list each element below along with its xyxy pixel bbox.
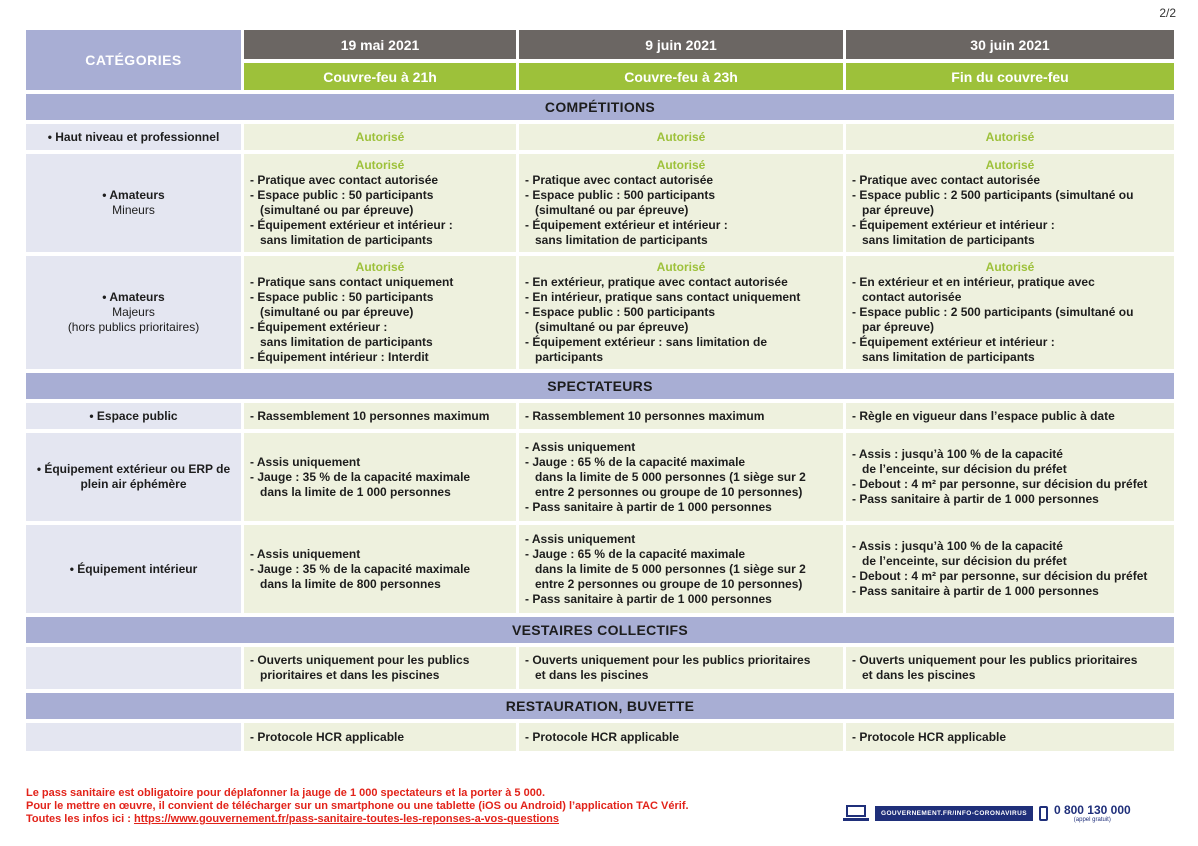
cell-mineurs-3	[843, 154, 1174, 252]
cell-line: - Pass sanitaire à partir de 1 000 personnes	[852, 584, 1099, 598]
cell-line: (simultané ou par épreuve)	[260, 305, 414, 319]
info-link[interactable]: https://www.gouvernement.fr/pass-sanitaire-toutes-les-reponses-a-vos-questions	[133, 813, 559, 825]
row-label-amateurs: • Amateurs	[102, 290, 165, 304]
cell-line: - Assis : jusqu’à 100 % de la capacité	[852, 447, 1063, 461]
cell-int-3	[843, 525, 1174, 613]
cell-line: - Équipement extérieur et intérieur :	[250, 218, 453, 232]
phone-number: 0 800 130 000	[1053, 803, 1131, 817]
cell-line: - Assis : jusqu’à 100 % de la capacité	[852, 539, 1063, 553]
cell-line: - Espace public : 2 500 participants (simultané ou	[852, 305, 1134, 319]
row-label-amateurs: • Amateurs	[102, 188, 165, 202]
cell-line: - Jauge : 35 % de la capacité maximale	[250, 561, 471, 576]
cell-line: - Espace public : 2 500 participants (simultané ou	[852, 188, 1134, 202]
cell-line: - En extérieur et en intérieur, pratique avec	[852, 275, 1095, 289]
page-number: 2/2	[1159, 6, 1176, 20]
cell-line: par épreuve)	[862, 320, 935, 334]
cell-line: - Pratique avec contact autorisée	[250, 173, 439, 187]
status-badge: Autorisé	[656, 260, 706, 274]
cell-line: - Pass sanitaire à partir de 1 000 personnes	[852, 492, 1099, 506]
row-label-vestiaires	[26, 647, 241, 689]
cell-line: dans la limite de 1 000 personnes	[260, 484, 451, 499]
cell-line: - Équipement intérieur : Interdit	[250, 350, 429, 364]
status-badge: Autorisé	[985, 260, 1035, 274]
cell-line: (simultané ou par épreuve)	[535, 320, 689, 334]
cell-line: - En extérieur, pratique avec contact autorisée	[525, 275, 788, 289]
cell-line: sans limitation de participants	[862, 350, 1035, 364]
cell-line: - Assis uniquement	[250, 454, 361, 469]
cell-line: - Assis uniquement	[250, 546, 361, 561]
table-row-amateurs-mineurs	[26, 154, 1174, 252]
cell-line: - Équipement extérieur :	[250, 320, 388, 334]
section-vestiaires: VESTAIRES COLLECTIFS	[26, 617, 1174, 643]
cell-espace-public-3: - Règle en vigueur dans l’espace public à date	[843, 403, 1174, 429]
status-badge: Autorisé	[985, 129, 1035, 144]
footer-notes	[26, 787, 689, 826]
rules-table	[26, 26, 1174, 755]
phone-icon	[1039, 806, 1048, 821]
cell-espace-public-2: - Rassemblement 10 personnes maximum	[516, 403, 843, 429]
table-row-haut-niveau	[26, 124, 1174, 150]
cell-ext-1	[241, 433, 516, 521]
phone-sub: (appel gratuit)	[1073, 817, 1111, 823]
cell-line: - Jauge : 35 % de la capacité maximale	[250, 469, 471, 484]
cell-majeurs-3	[843, 256, 1174, 369]
cell-mineurs-1	[241, 154, 516, 252]
row-label-restauration	[26, 723, 241, 751]
section-competitions: COMPÉTITIONS	[26, 94, 1174, 120]
cell-line: entre 2 personnes ou groupe de 10 personnes)	[535, 576, 803, 591]
section-spectateurs: SPECTATEURS	[26, 373, 1174, 399]
gov-info-label: GOUVERNEMENT.FR/INFO-CORONAVIRUS	[875, 806, 1033, 821]
cell-line: - Équipement extérieur et intérieur :	[852, 335, 1055, 349]
cell-ext-2	[516, 433, 843, 521]
cell-line: participants	[535, 350, 604, 364]
cell-int-2	[516, 525, 843, 613]
cell-line: - Pratique sans contact uniquement	[250, 275, 454, 289]
footer-line-3	[26, 813, 689, 826]
row-label-espace-public: • Espace public	[89, 408, 178, 423]
cell-int-1	[241, 525, 516, 613]
status-badge: Autorisé	[355, 129, 405, 144]
row-label-haut-niveau: • Haut niveau et professionnel	[47, 129, 220, 144]
cell-line: - Ouverts uniquement pour les publics prioritaires	[525, 653, 811, 667]
row-label-equipement-interieur: • Équipement intérieur	[69, 561, 198, 576]
status-badge: Autorisé	[656, 129, 706, 144]
hotline	[1054, 803, 1131, 823]
cell-line: - Espace public : 50 participants	[250, 188, 434, 202]
cell-line: sans limitation de participants	[260, 335, 433, 349]
cell-line: et dans les piscines	[862, 668, 976, 682]
cell-line: - Espace public : 500 participants	[525, 305, 716, 319]
cell-line: - Équipement extérieur et intérieur :	[525, 218, 728, 232]
table-row-vestiaires	[26, 647, 1174, 689]
cell-line: - Debout : 4 m² par personne, sur décision du préfet	[852, 569, 1148, 583]
cell-line: par épreuve)	[862, 203, 935, 217]
cell-line: - Pass sanitaire à partir de 1 000 personnes	[525, 591, 772, 606]
curfew-header-2: Couvre-feu à 23h	[516, 63, 843, 90]
cell-line: - Équipement extérieur et intérieur :	[852, 218, 1055, 232]
cell-ext-3	[843, 433, 1174, 521]
cell-line: - Ouverts uniquement pour les publics prioritaires	[852, 653, 1138, 667]
table-row-equipement-exterieur	[26, 433, 1174, 521]
cell-line: - Équipement extérieur : sans limitation de	[525, 335, 768, 349]
curfew-header-3: Fin du couvre-feu	[843, 63, 1174, 90]
date-header-3: 30 juin 2021	[843, 30, 1174, 59]
cell-line: - Assis uniquement	[525, 531, 636, 546]
cell-vest-2	[516, 647, 843, 689]
row-sublabel-hors-prioritaires: (hors publics prioritaires)	[67, 320, 200, 334]
cell-line: - Jauge : 65 % de la capacité maximale	[525, 454, 746, 469]
cell-line: - Jauge : 65 % de la capacité maximale	[525, 546, 746, 561]
status-badge: Autorisé	[656, 158, 706, 172]
date-header-2: 9 juin 2021	[516, 30, 843, 59]
cell-line: (simultané ou par épreuve)	[535, 203, 689, 217]
cell-line: de l’enceinte, sur décision du préfet	[862, 462, 1067, 476]
cell-line: - Espace public : 50 participants	[250, 290, 434, 304]
cell-line: dans la limite de 800 personnes	[260, 576, 441, 591]
cell-line: sans limitation de participants	[862, 233, 1035, 247]
cell-line: - Assis uniquement	[525, 439, 636, 454]
table-row-equipement-interieur	[26, 525, 1174, 613]
cell-line: de l’enceinte, sur décision du préfet	[862, 554, 1067, 568]
date-header-1: 19 mai 2021	[241, 30, 516, 59]
cell-line: contact autorisée	[862, 290, 962, 304]
cell-line: - En intérieur, pratique sans contact uniquement	[525, 290, 801, 304]
cell-line: prioritaires et dans les piscines	[260, 668, 440, 682]
cell-line: - Pratique avec contact autorisée	[852, 173, 1041, 187]
cell-resto-3: - Protocole HCR applicable	[843, 723, 1174, 751]
table-row-restauration	[26, 723, 1174, 751]
cell-resto-2: - Protocole HCR applicable	[516, 723, 843, 751]
status-badge: Autorisé	[355, 158, 405, 172]
cell-line: - Pass sanitaire à partir de 1 000 personnes	[525, 499, 772, 514]
section-restauration: RESTAURATION, BUVETTE	[26, 693, 1174, 719]
cell-espace-public-1: - Rassemblement 10 personnes maximum	[241, 403, 516, 429]
table-row-amateurs-majeurs	[26, 256, 1174, 369]
curfew-header-1: Couvre-feu à 21h	[241, 63, 516, 90]
footer-line-2: Pour le mettre en œuvre, il convient de télécharger sur un smartphone ou une tablette (iOS ou Android) l’application TAC Vérif.	[26, 800, 689, 812]
header-dates-row	[26, 30, 1174, 59]
logo-area	[843, 803, 1131, 823]
cell-vest-1	[241, 647, 516, 689]
cell-line: - Pratique avec contact autorisée	[525, 173, 714, 187]
cell-line: - Espace public : 500 participants	[525, 188, 716, 202]
cell-line: sans limitation de participants	[260, 233, 433, 247]
row-label-equipement-exterieur: • Équipement extérieur ou ERP de plein air éphémère	[36, 462, 231, 491]
table-row-espace-public	[26, 403, 1174, 429]
cell-line: entre 2 personnes ou groupe de 10 personnes)	[535, 484, 803, 499]
cell-line: (simultané ou par épreuve)	[260, 203, 414, 217]
cell-line: sans limitation de participants	[535, 233, 708, 247]
cell-vest-3	[843, 647, 1174, 689]
row-sublabel-majeurs: Majeurs	[112, 305, 155, 319]
status-badge: Autorisé	[985, 158, 1035, 172]
cell-majeurs-2	[516, 256, 843, 369]
footer-line-1: Le pass sanitaire est obligatoire pour déplafonner la jauge de 1 000 spectateurs et la porter à 5 000.	[26, 787, 546, 799]
cell-mineurs-2	[516, 154, 843, 252]
cell-line: dans la limite de 5 000 personnes (1 siège sur 2	[535, 469, 806, 484]
cell-line: dans la limite de 5 000 personnes (1 siège sur 2	[535, 561, 806, 576]
categories-header: CATÉGORIES	[26, 30, 241, 90]
cell-line: - Debout : 4 m² par personne, sur décision du préfet	[852, 477, 1148, 491]
status-badge: Autorisé	[355, 260, 405, 274]
cell-line: - Ouverts uniquement pour les publics	[250, 653, 470, 667]
footer-line-3-prefix: Toutes les infos ici :	[26, 813, 134, 825]
cell-resto-1: - Protocole HCR applicable	[241, 723, 516, 751]
cell-line: et dans les piscines	[535, 668, 649, 682]
laptop-icon	[843, 805, 869, 821]
cell-majeurs-1	[241, 256, 516, 369]
row-sublabel-mineurs: Mineurs	[112, 203, 155, 217]
